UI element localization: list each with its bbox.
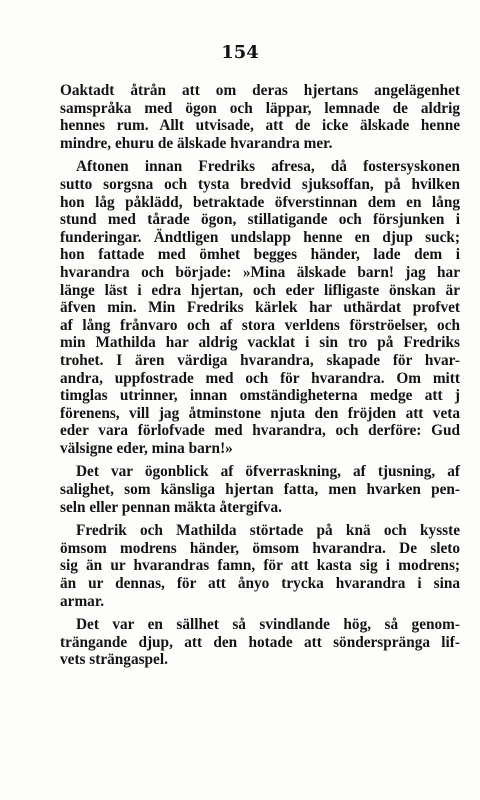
text-line: samspråka med ögon och läppar, lemnade de aldrig	[60, 99, 460, 117]
text-line: hon fattade med ömhet begges händer, lade dem i	[60, 246, 460, 264]
text-line: seln eller pennan mäkta återgifva.	[60, 498, 282, 516]
text-line: sig än ur hvarandras famn, för att kasta sig i modrens;	[60, 557, 460, 575]
text-line: funderingar. Ändtligen undslapp henne en djup suck;	[60, 228, 460, 246]
text-line: trängande djup, att den hotade att sönderspränga lif-	[60, 633, 460, 651]
text-line: salighet, som känsliga hjertan fatta, men hvarken pen-	[60, 481, 460, 499]
text-line: vets strängaspel.	[60, 651, 168, 669]
text-line: eder vara förlofvade med hvarandra, och derföre: Gud	[60, 422, 460, 440]
page-number: 154	[221, 42, 259, 63]
text-line: Oaktadt åtrån att om deras hjertans angelägenhet	[60, 82, 460, 99]
text-line: ömsom modrens händer, ömsom hvarandra. De sleto	[60, 539, 460, 557]
text-line: än ur dennas, för att ånyo trycka hvarandra i sina	[60, 575, 460, 593]
paragraph	[60, 616, 460, 669]
text-line: äfven min. Min Fredriks kärlek har uthärdat profvet	[60, 299, 460, 317]
paragraph	[60, 463, 460, 516]
text-line: hennes rum. Allt utvisade, att de icke älskade henne	[60, 117, 460, 135]
text-line: Aftonen innan Fredriks afresa, då fostersyskonen	[76, 158, 460, 176]
text-line: Det var en sällhet så svindlande hög, så genom-	[76, 616, 460, 634]
text-line: sutto sorgsna och tysta bredvid sjuksoffan, på hvilken	[60, 175, 460, 193]
text-line: välsigne eder, mina barn!»	[60, 439, 233, 457]
text-line: Det var ögonblick af öfverraskning, af tjusning, af	[76, 463, 460, 481]
paragraph	[60, 158, 460, 457]
text-line: förenens, vill jag åtminstone njuta den fröjden att veta	[60, 404, 460, 422]
text-line: timglas utrinner, innan omständigheterna medge att j	[60, 387, 460, 405]
body-text	[60, 82, 460, 669]
text-line: stund med tårade ögon, stillatigande och försjunken i	[60, 211, 460, 229]
text-line: mindre, ehuru de älskade hvarandra mer.	[60, 134, 333, 152]
text-line: trohet. I ären värdiga hvarandra, skapade för hvar-	[60, 351, 460, 369]
text-line: min Mathilda har aldrig vacklat i sin tro på Fredriks	[60, 334, 460, 352]
text-line: af lång frånvaro och af stora verldens förströelser, och	[60, 316, 460, 334]
text-line: Fredrik och Mathilda störtade på knä och kysste	[76, 522, 460, 540]
text-line: andra, uppfostrade med och för hvarandra. Om mitt	[60, 369, 460, 387]
paragraph	[60, 82, 460, 152]
text-line: hon låg påklädd, betraktade öfverstinnan dem en lång	[60, 193, 460, 211]
text-line: hvarandra och började: »Mina älskade barn! jag har	[60, 263, 460, 281]
text-line: länge läst i edra hjertan, och eder lifligaste önskan är	[60, 281, 460, 299]
text-line: armar.	[60, 592, 105, 610]
paragraph	[60, 522, 460, 610]
